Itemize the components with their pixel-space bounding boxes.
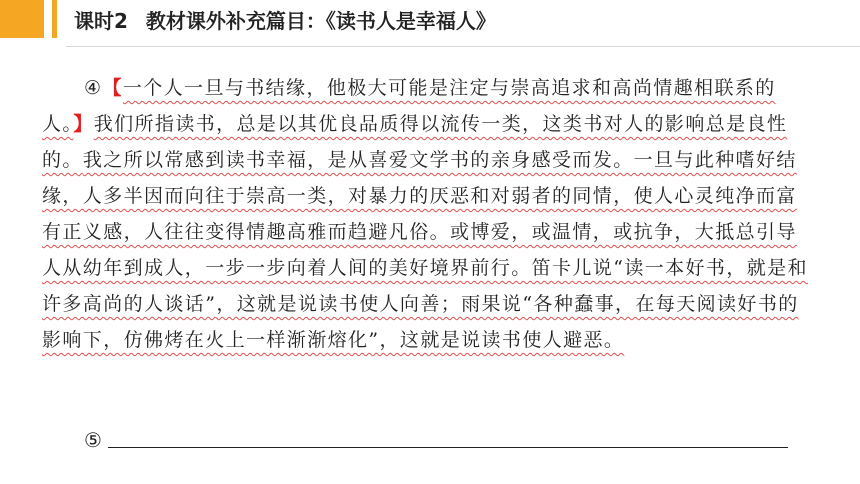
answer-blank[interactable] xyxy=(84,425,804,455)
paragraph-4 xyxy=(42,70,812,358)
lesson-label: 课时2 xyxy=(74,9,128,33)
bracketed-sentence: 一个人一旦与书结缘，他极大可能是注定与崇高追求和高尚情趣相联系的人。 xyxy=(42,77,776,135)
header-divider xyxy=(66,46,860,47)
bracket-close: 】 xyxy=(73,113,94,135)
page-title xyxy=(74,6,496,36)
paragraph-number: ④ xyxy=(84,77,103,99)
underlined-sentence: 我们所指读书，总是以其优良品质得以流传一类，这类书对人的影响总是良性的。 xyxy=(42,113,788,171)
title-text: 教材课外补充篇目：《读书人是幸福人》 xyxy=(145,9,496,33)
bracket-open: 【 xyxy=(102,77,123,99)
passage-body xyxy=(42,70,812,358)
answer-number: ⑤ xyxy=(84,428,102,452)
header-accent-block xyxy=(0,0,44,38)
paragraph-rest: 我之所以常感到读书幸福，是从喜爱文学书的亲身感受而发。一旦与此种嗜好结缘，人多半因而向往于崇高一类，对暴力的厌恶和对弱者的同情，使人心灵纯净而富有正义感，人往往变得情趣高雅而趋避凡俗。或博爱，或温情，或抗争，大抵总引导人从幼年到成人，一步一步向着人间的美好境界前行。笛卡儿说“读一本好书，就是和许多高尚的人谈话”，这就是说读书使人向善；雨果说“各种蠢事，在每天阅读好书的影响下，仿佛烤在火上一样渐渐熔化”，这就是说读书使人避恶。 xyxy=(42,149,808,351)
header-accent-bar xyxy=(52,0,57,38)
answer-underline xyxy=(108,447,788,448)
